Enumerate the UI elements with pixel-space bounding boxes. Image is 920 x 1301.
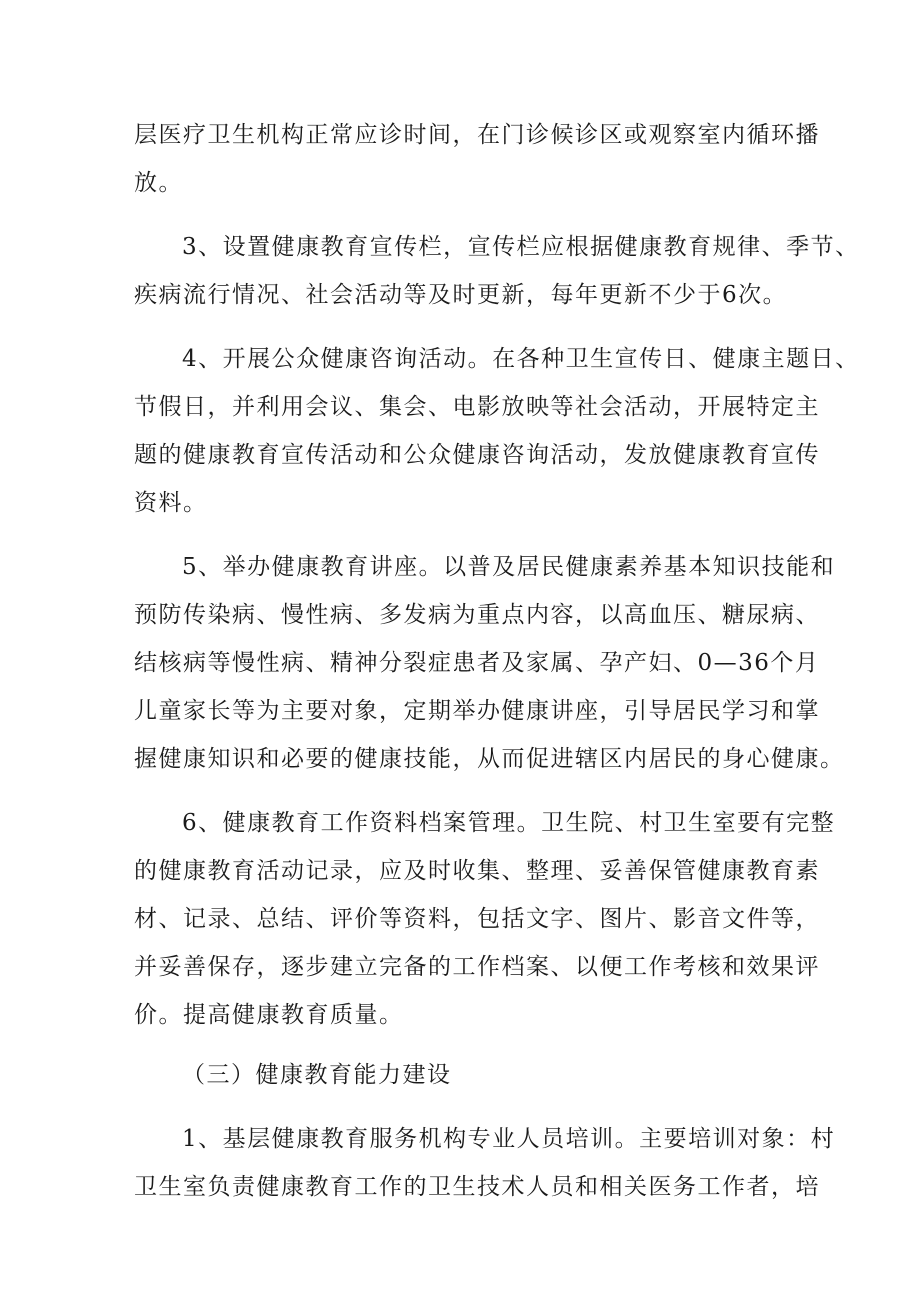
text-line: 放。	[134, 170, 183, 196]
text-line: 层医疗卫生机构正常应诊时间，在门诊候诊区或观察室内循环播	[134, 122, 820, 148]
text-line: 结核病等慢性病、精神分裂症患者及家属、孕产妇、0—36个月	[134, 650, 820, 676]
text-line: 题的健康教育宣传活动和公众健康咨询活动，发放健康教育宣传	[134, 442, 820, 468]
text-line: 并妥善保存，逐步建立完备的工作档案、以便工作考核和效果评	[134, 954, 820, 980]
text-line: 价。提高健康教育质量。	[134, 1002, 404, 1028]
paragraph-3-start: 3、设置健康教育宣传栏，宣传栏应根据健康教育规律、季节、	[182, 234, 860, 260]
text-line: 节假日，并利用会议、集会、电影放映等社会活动，开展特定主	[134, 394, 820, 420]
text-line: 的健康教育活动记录，应及时收集、整理、妥善保管健康教育素	[134, 858, 820, 884]
text-line: 儿童家长等为主要对象，定期举办健康讲座，引导居民学习和掌	[134, 698, 820, 724]
paragraph-1-start: 1、基层健康教育服务机构专业人员培训。主要培训对象：村	[182, 1126, 836, 1152]
paragraph-5-start: 5、举办健康教育讲座。以普及居民健康素养基本知识技能和	[182, 554, 836, 580]
text-line: 资料。	[134, 490, 208, 516]
text-line: 卫生室负责健康教育工作的卫生技术人员和相关医务工作者，培	[134, 1174, 820, 1200]
paragraph-4-start: 4、开展公众健康咨询活动。在各种卫生宣传日、健康主题日、	[182, 346, 860, 372]
text-line: 握健康知识和必要的健康技能，从而促进辖区内居民的身心健康。	[134, 746, 845, 772]
text-line: 预防传染病、慢性病、多发病为重点内容，以高血压、糖尿病、	[134, 602, 820, 628]
text-line: 疾病流行情况、社会活动等及时更新，每年更新不少于6次。	[134, 282, 788, 308]
section-heading: （三）健康教育能力建设	[182, 1062, 452, 1088]
text-line: 材、记录、总结、评价等资料，包括文字、图片、影音文件等，	[134, 906, 820, 932]
paragraph-6-start: 6、健康教育工作资料档案管理。卫生院、村卫生室要有完整	[182, 810, 836, 836]
